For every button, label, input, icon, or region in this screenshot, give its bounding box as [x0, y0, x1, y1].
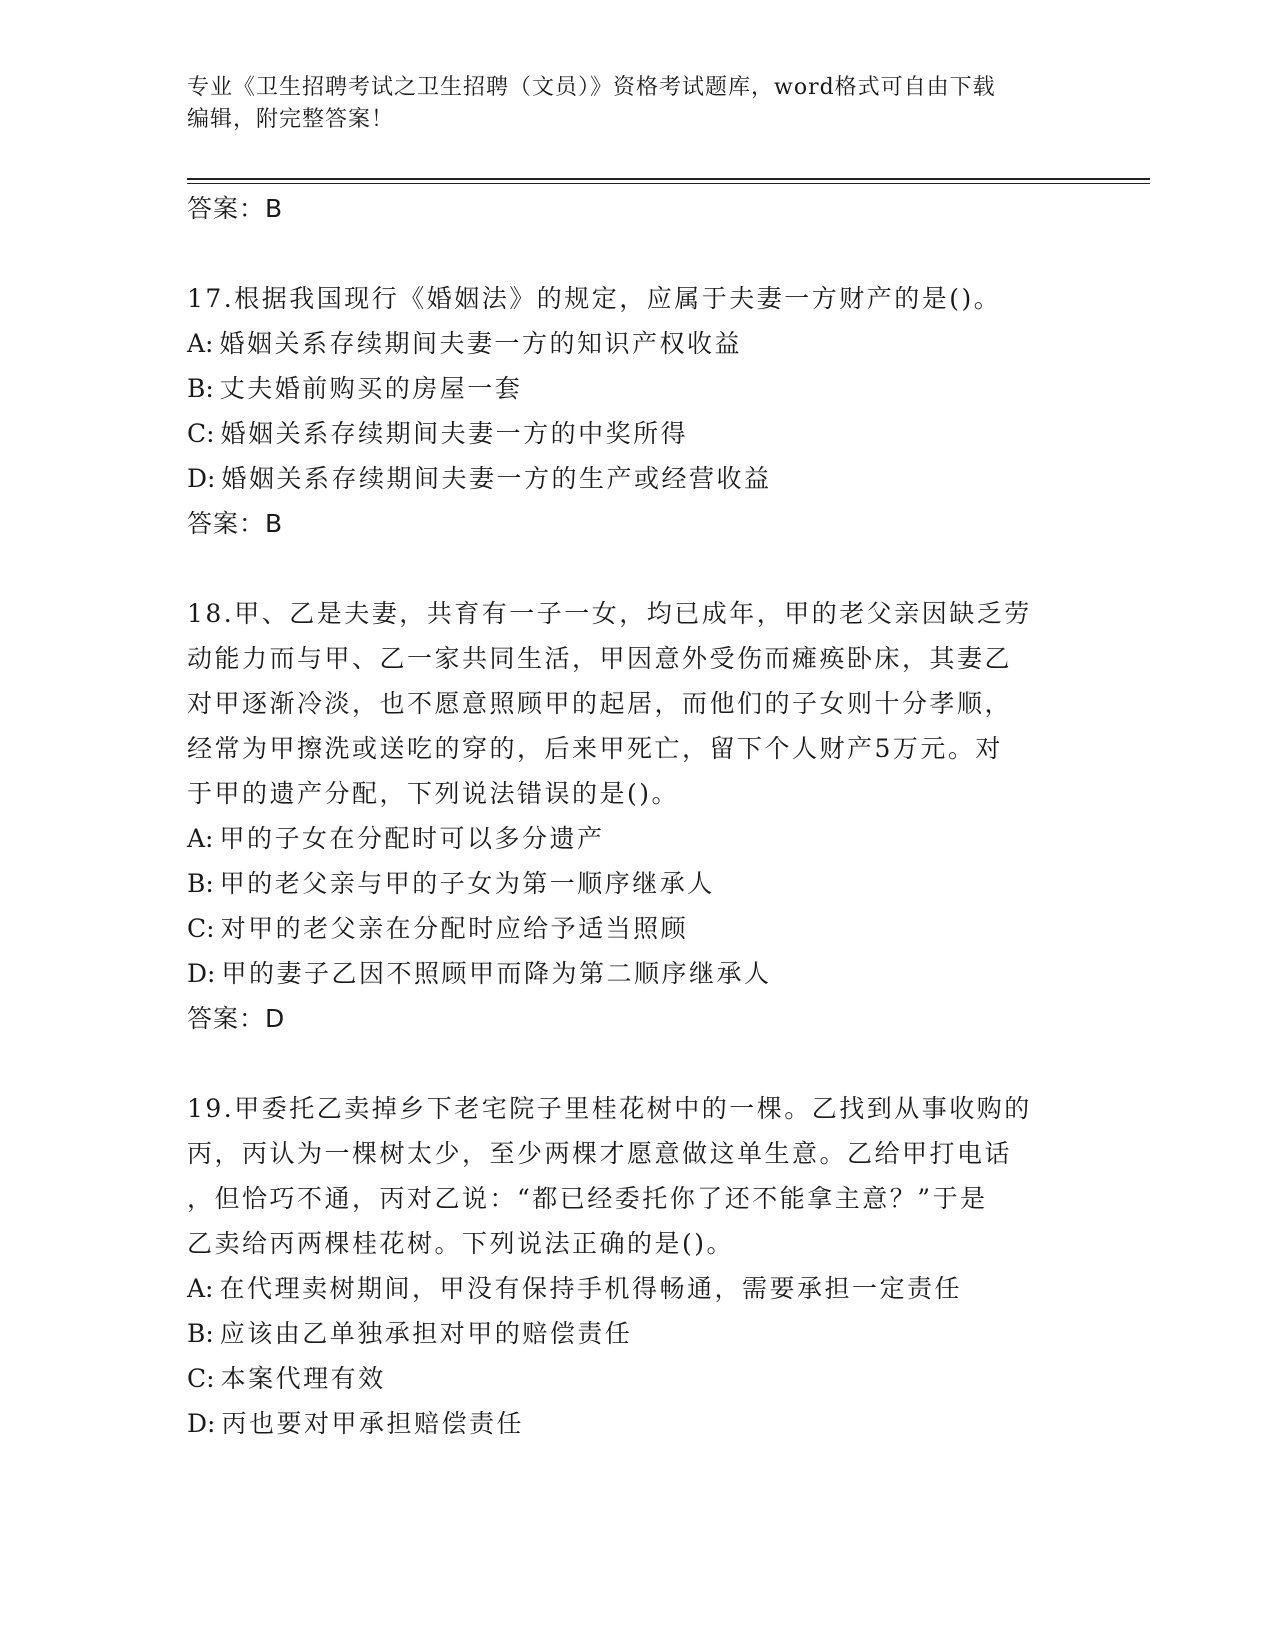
option-c [187, 411, 1087, 456]
option-a [187, 321, 1087, 366]
option-text: 婚姻关系存续期间夫妻一方的生产或经营收益 [221, 464, 772, 493]
question-stem [187, 276, 1087, 321]
option-a [187, 816, 1087, 861]
option-text: 应该由乙单独承担对甲的赔偿责任 [219, 1319, 633, 1348]
option-b [187, 1311, 1087, 1356]
question-stem [187, 591, 1087, 816]
option-label: C: [187, 1364, 215, 1393]
stem-line: 18.甲、乙是夫妻，共育有一子一女，均已成年，甲的老父亲因缺乏劳 [187, 599, 1032, 628]
header-divider-thick [187, 178, 1150, 180]
stem-line: ，但恰巧不通，丙对乙说：“都已经委托你了还不能拿主意？”于是 [187, 1184, 988, 1213]
option-c [187, 1356, 1087, 1401]
option-b [187, 366, 1087, 411]
option-text: 婚姻关系存续期间夫妻一方的知识产权收益 [219, 329, 742, 358]
option-label: D: [187, 1409, 216, 1438]
option-text: 本案代理有效 [220, 1364, 386, 1393]
option-c [187, 906, 1087, 951]
option-b [187, 861, 1087, 906]
spacer [187, 1042, 1087, 1086]
stem-line: 于甲的遗产分配，下列说法错误的是()。 [187, 779, 680, 808]
option-text: 对甲的老父亲在分配时应给予适当照顾 [220, 914, 689, 943]
question-19 [187, 1086, 1087, 1446]
option-label: D: [187, 464, 216, 493]
stem-line: 乙卖给丙两棵桂花树。下列说法正确的是()。 [187, 1229, 735, 1258]
document-header [187, 72, 1067, 136]
option-text: 甲的老父亲与甲的子女为第一顺序继承人 [219, 869, 715, 898]
option-label: C: [187, 914, 215, 943]
option-label: A: [187, 824, 214, 853]
stem-line: 经常为甲擦洗或送吃的穿的，后来甲死亡，留下个人财产5万元。对 [187, 734, 1003, 763]
question-stem [187, 1086, 1087, 1266]
question-18 [187, 591, 1087, 1042]
stem-line: 动能力而与甲、乙一家共同生活，甲因意外受伤而瘫痪卧床，其妻乙 [187, 644, 1013, 673]
option-label: B: [187, 869, 214, 898]
stem-line: 丙，丙认为一棵树太少，至少两棵才愿意做这单生意。乙给甲打电话 [187, 1139, 1013, 1168]
question-17 [187, 276, 1087, 547]
option-label: B: [187, 374, 214, 403]
option-text: 在代理卖树期间，甲没有保持手机得畅通，需要承担一定责任 [219, 1274, 962, 1303]
option-label: D: [187, 959, 216, 988]
option-text: 婚姻关系存续期间夫妻一方的中奖所得 [220, 419, 689, 448]
option-a [187, 1266, 1087, 1311]
header-line-1: 专业《卫生招聘考试之卫生招聘（文员）》资格考试题库，word格式可自由下载 [187, 75, 996, 100]
header-divider-thin [187, 183, 1150, 184]
stem-line: 19.甲委托乙卖掉乡下老宅院子里桂花树中的一棵。乙找到从事收购的 [187, 1094, 1032, 1123]
previous-answer: 答案：B [187, 194, 284, 223]
option-text: 甲的子女在分配时可以多分遗产 [219, 824, 605, 853]
question-answer: 答案：B [187, 509, 284, 538]
header-line-2: 编辑，附完整答案！ [187, 107, 395, 132]
option-text: 丙也要对甲承担赔偿责任 [221, 1409, 524, 1438]
question-answer: 答案：D [187, 1004, 286, 1033]
spacer [187, 232, 1087, 276]
option-text: 甲的妻子乙因不照顾甲而降为第二顺序继承人 [221, 959, 772, 988]
option-label: B: [187, 1319, 214, 1348]
question-list [187, 186, 1087, 1446]
option-label: C: [187, 419, 215, 448]
stem-line: 17.根据我国现行《婚姻法》的规定，应属于夫妻一方财产的是()。 [187, 284, 1002, 313]
spacer [187, 547, 1087, 591]
option-text: 丈夫婚前购买的房屋一套 [219, 374, 523, 403]
option-label: A: [187, 1274, 214, 1303]
stem-line: 对甲逐渐冷淡，也不愿意照顾甲的起居，而他们的子女则十分孝顺， [187, 689, 1013, 718]
option-label: A: [187, 329, 214, 358]
option-d [187, 1401, 1087, 1446]
option-d [187, 456, 1087, 501]
option-d [187, 951, 1087, 996]
